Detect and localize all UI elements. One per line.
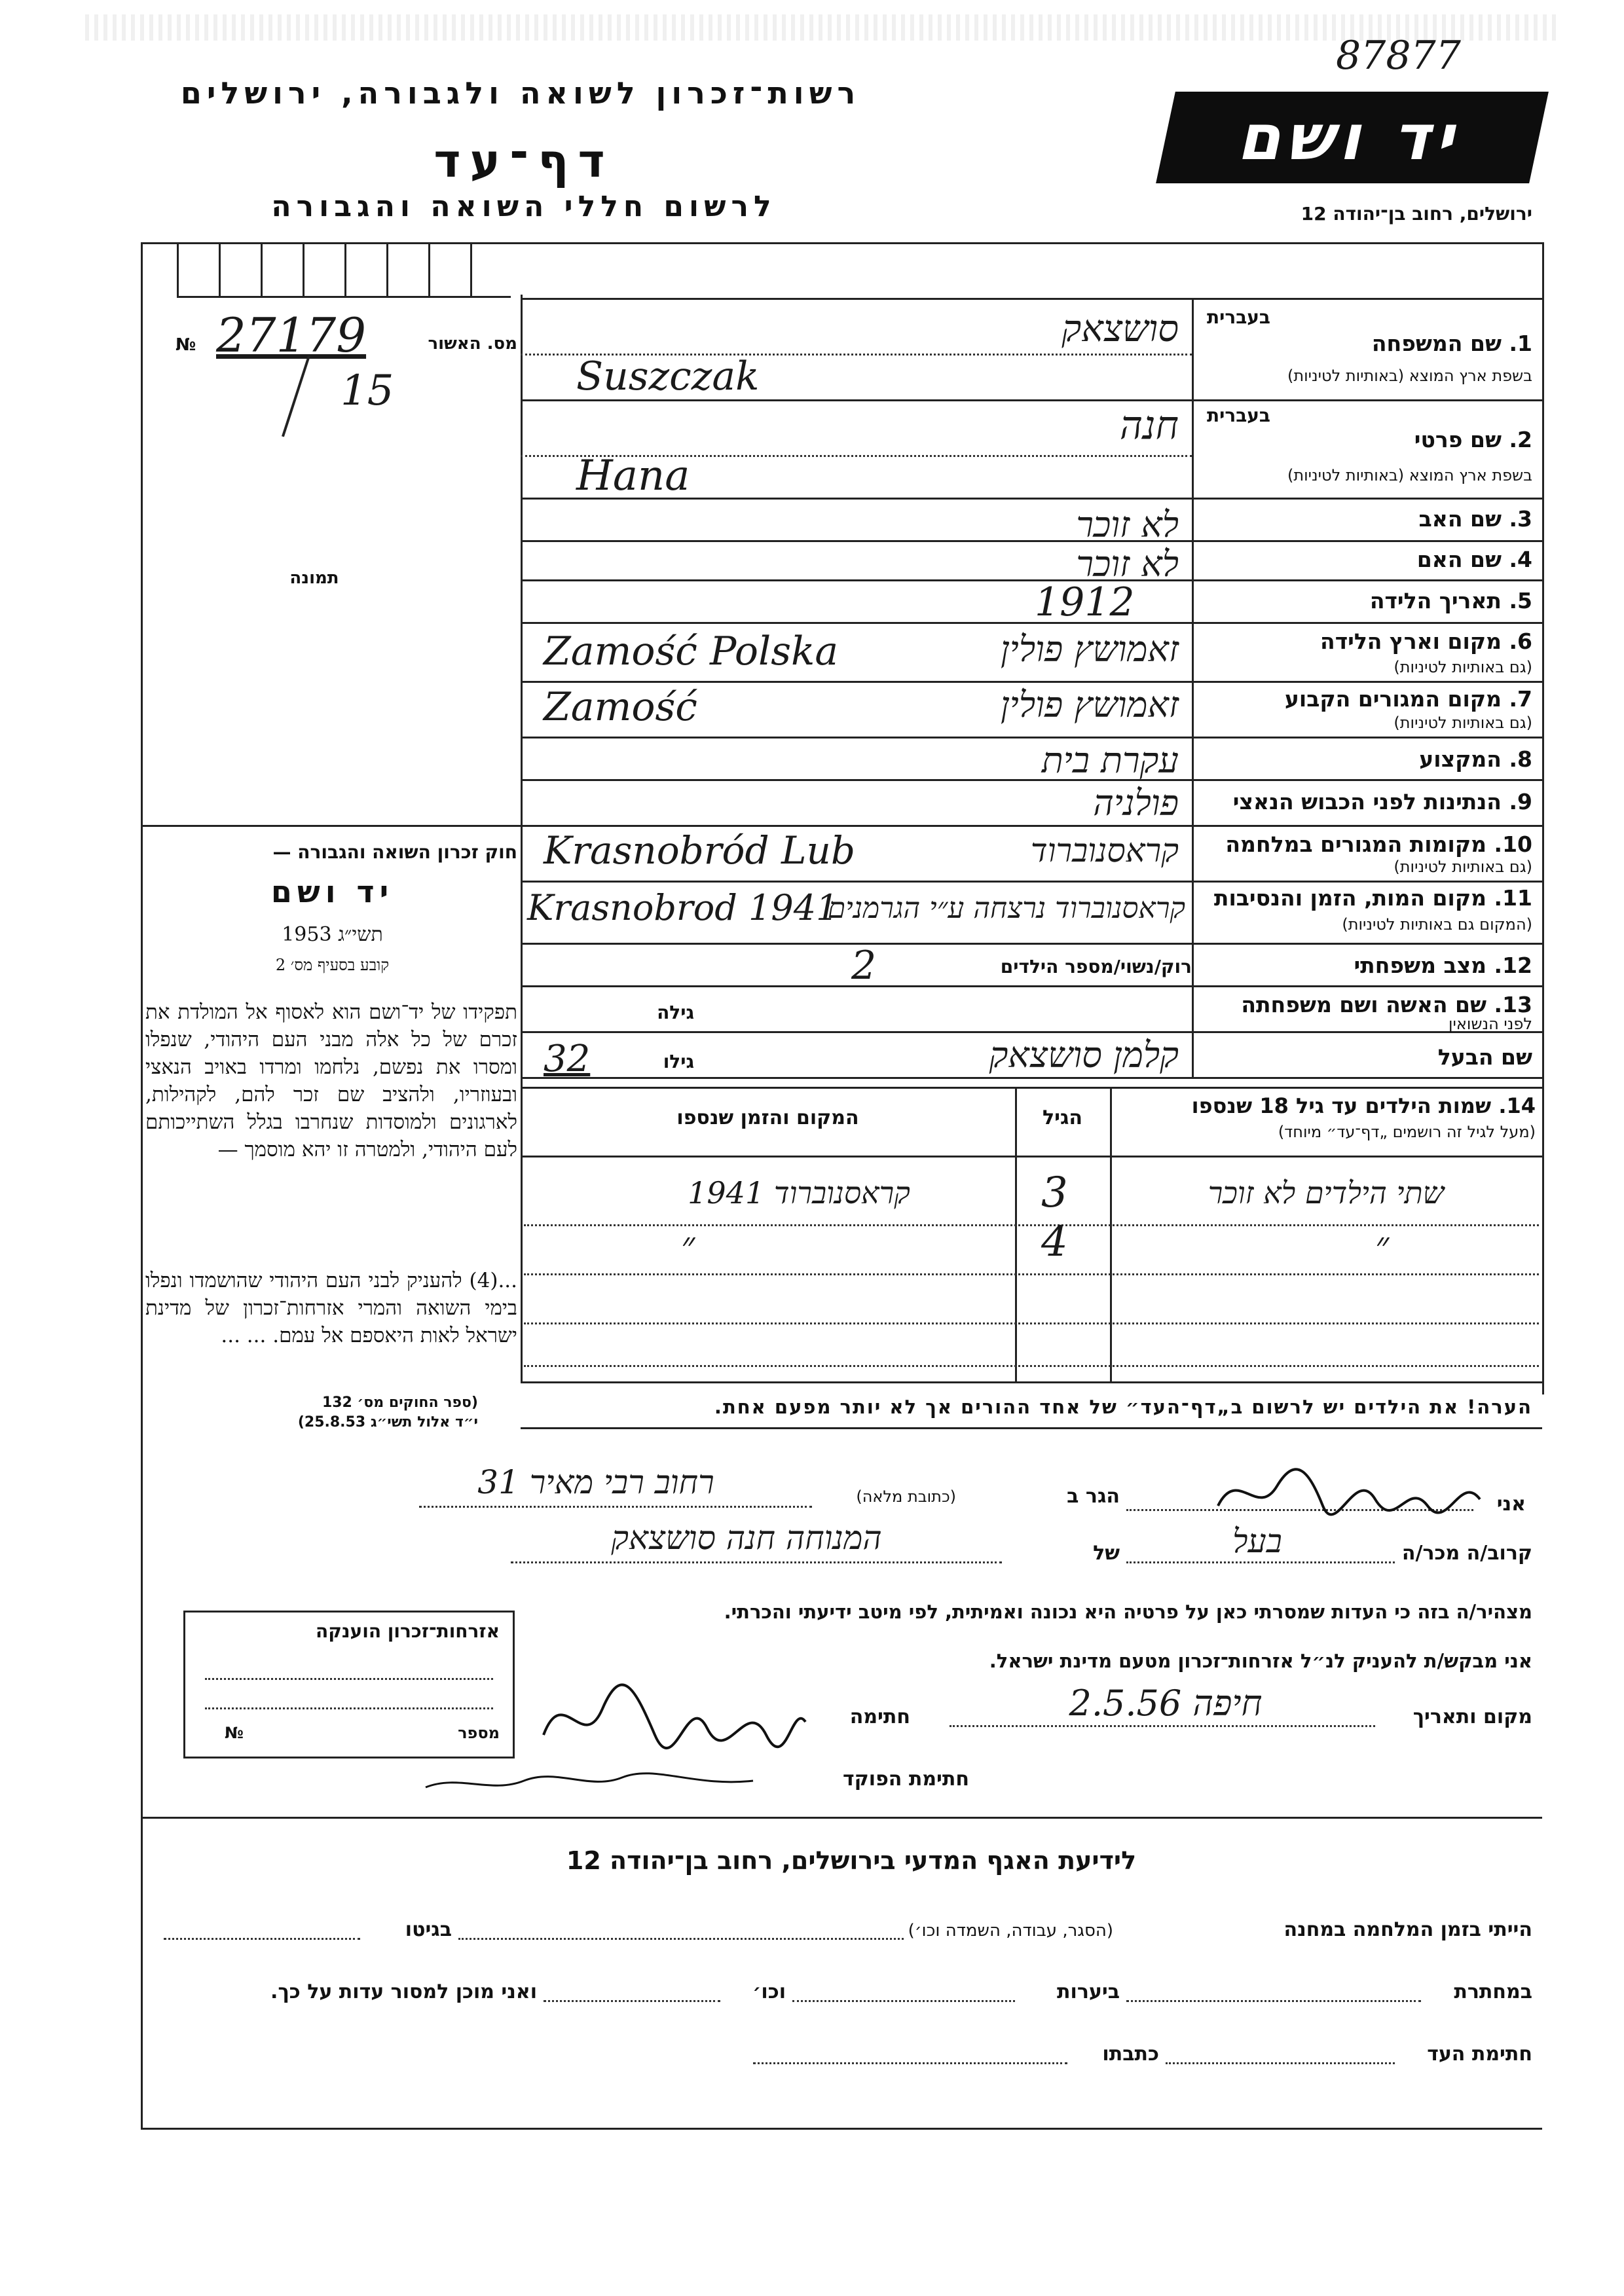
field-11-label: [1205, 885, 1532, 911]
children-title-text: שמות הילדים עד גיל 18 שנספו: [1191, 1093, 1492, 1118]
info-line1-c: בגיטו: [405, 1918, 452, 1941]
decl-place-date-line: [950, 1725, 1375, 1727]
yad-vashem-logo: [1156, 92, 1549, 183]
decl-of-line: [511, 1561, 1002, 1563]
field-3-label: [1205, 506, 1532, 532]
field-2-label: [1205, 427, 1532, 452]
row-sep: [521, 825, 1542, 827]
field-10-sub: (גם באותיות לטיניות): [1393, 858, 1532, 876]
field-number: 3.: [1509, 506, 1532, 532]
children-row-line: [524, 1273, 1539, 1275]
row-sep: [521, 737, 1542, 738]
row-sep: [521, 399, 1542, 401]
row-sep: [521, 985, 1542, 987]
field-9-hand-he: פולניה: [1093, 782, 1179, 824]
decl-of: של: [1093, 1542, 1120, 1565]
field-7-hand-he: זאמושץ פולין: [1000, 684, 1179, 725]
info-line2-c: וכו׳: [752, 1980, 786, 2003]
photo-label: תמונה: [289, 568, 339, 588]
field-label-text: שם האם: [1416, 547, 1502, 572]
row-sep: [521, 943, 1542, 945]
children-row-line: [524, 1322, 1539, 1324]
field-6-sub: (גם באותיות לטיניות): [1393, 658, 1532, 676]
law-ref-2: י״ד אלול תשי״ג 25.8.53): [297, 1414, 478, 1430]
info-line2-b: ביערות: [1057, 1980, 1120, 2003]
field-6-hand-latin: Zamość Polska: [544, 629, 839, 674]
field-5-hand: 1912: [1035, 579, 1135, 625]
field-label-text: תאריך הלידה: [1369, 588, 1502, 613]
field-3-hand-he: לא זוכר: [1076, 504, 1179, 545]
children-title-sub: (מעל לגיל זה רושמים „דף־עד״ מיוחד): [1278, 1123, 1536, 1141]
decl-statement: מצהיר/ה בזה כי העדות שמסרתי כאן על פרטיה היא נכונה ואמיתית, לפי מיטב ידיעתי והכרתי.: [724, 1601, 1532, 1623]
field-2-hand-he: חנה: [1119, 403, 1179, 448]
decl-relative: קרוב/ה מכר/ה: [1401, 1542, 1532, 1565]
decl-relative-line: [1126, 1561, 1395, 1563]
info-line2-dots3: [544, 2000, 720, 2002]
field-number: 13.: [1494, 992, 1532, 1017]
field-6-hand-he: זאמושץ פולין: [1000, 629, 1179, 670]
field-11-hand-he: קראסנוברוד נרצחה ע״י הגרמנים: [827, 892, 1185, 925]
child-2-place: ״: [681, 1224, 695, 1267]
field-12-inline: רוק/נשוי/מספר הילדים: [1000, 956, 1192, 977]
info-line1-dots: [458, 1938, 904, 1940]
field-label-text: מקום וארץ הלידה: [1320, 629, 1502, 654]
header-address: ירושלים, רחוב בן־יהודה 12: [1301, 203, 1532, 225]
field-label-text: שם האב: [1418, 506, 1502, 532]
field-label-text: מקום המגורים הקבוע: [1284, 686, 1502, 712]
note-bottom: [521, 1427, 1542, 1429]
cert-no-sign: №: [175, 335, 196, 355]
children-col-place: המקום והזמן שנספו: [676, 1106, 859, 1129]
law-ref: (ספר החוקים מס׳ 132: [322, 1394, 478, 1411]
cert-label: מס. האשור: [428, 334, 517, 354]
children-row-line: [524, 1365, 1539, 1367]
label-col-divider: [1192, 298, 1194, 1077]
field-2-hand-latin: Hana: [576, 452, 690, 500]
frame-right: [1542, 242, 1544, 1394]
field-number: 8.: [1509, 746, 1532, 772]
cert-slash: [282, 355, 310, 437]
citizenship-line: [205, 1707, 493, 1709]
authority-line: רשות־זכרון לשואה ולגבורה, ירושלים: [180, 75, 861, 111]
citizenship-no-label: מספר: [458, 1724, 500, 1742]
field-10-label: [1205, 831, 1532, 857]
child-1-place: קראסנוברוד 1941: [688, 1175, 910, 1211]
children-col-age: הגיל: [1043, 1106, 1082, 1129]
info-line2-dots: [1126, 2000, 1421, 2002]
field-number: 4.: [1509, 547, 1532, 572]
signature-scribble-3: [419, 1761, 760, 1800]
ruler-bottom: [177, 296, 511, 298]
field-number: 5.: [1509, 588, 1532, 613]
field-12-label: [1205, 953, 1532, 978]
husband-age-label: גילו: [663, 1051, 694, 1072]
field-6-label: [1205, 629, 1532, 654]
field-10-hand-latin: Krasnobród Lub: [544, 828, 856, 873]
law-name: יד ושם: [270, 874, 394, 909]
law-title: חוק זכרון השואה והגבורה —: [272, 841, 517, 863]
husband-age: 32: [544, 1038, 591, 1080]
frame-left: [141, 242, 143, 2128]
field-5-label: [1205, 588, 1532, 613]
frame-bottom: [141, 2128, 1542, 2130]
husband-name: קלמן סושצאק: [989, 1034, 1179, 1076]
field-number: 6.: [1509, 629, 1532, 654]
citizenship-box: [183, 1611, 515, 1758]
decl-officer-sig: חתימת הפוקד: [843, 1768, 969, 1791]
field-number: 7.: [1509, 686, 1532, 712]
children-title: [1116, 1093, 1536, 1118]
info-line3-a: חתימת העד: [1427, 2043, 1532, 2066]
children-top: [521, 1087, 1542, 1089]
field-13-label: [1205, 992, 1532, 1017]
field-9-label: [1205, 789, 1532, 814]
law-clause: קובע בסעיף מס׳ 2: [275, 956, 390, 974]
decl-hand-place-date: חיפה 2.5.56: [1069, 1683, 1263, 1724]
decl-address-line: [419, 1506, 812, 1508]
row-sep: [521, 881, 1542, 883]
row-sep: [521, 681, 1542, 683]
field-number: 11.: [1494, 885, 1532, 911]
children-col-age-left: [1015, 1087, 1017, 1381]
field-1-sub: בשפת ארץ המוצא (באותיות לטיניות): [1287, 367, 1532, 385]
decl-full-address: (כתובת מלאה): [856, 1487, 956, 1506]
decl-hand-address: רחוב רבי מאיר 31: [477, 1463, 714, 1501]
decl-resident: הגר ב: [1067, 1485, 1120, 1508]
info-line3-dots: [1166, 2062, 1395, 2064]
children-col-age-right: [1110, 1087, 1112, 1381]
child-2-name: ״: [1375, 1224, 1390, 1267]
archive-number: 87877: [1336, 33, 1461, 79]
field-11-sub: (המקום גם באותיות לטיניות): [1342, 915, 1532, 934]
field-7-label: [1205, 686, 1532, 712]
citizenship-title: אזרחות־זכרון הוענקה: [316, 1620, 500, 1642]
info-title: לידיעת האגף המדעי בירושלים, רחוב בן־יהודה 12: [566, 1846, 1137, 1875]
decl-place-date: מקום ותאריך: [1412, 1705, 1532, 1728]
field-2-sub: בשפת ארץ המוצא (באותיות לטיניות): [1287, 466, 1532, 484]
field-label-text: שם המשפחה: [1371, 331, 1502, 356]
cert-sub: 15: [341, 367, 394, 415]
logo-text: יד ושם: [1233, 101, 1471, 174]
note-text: הערה! את הילדים יש לרשום ב„דף־העד״ של אחד ההורים אך לא יותר מפעם אחת.: [714, 1396, 1532, 1418]
info-line3-dots2: [753, 2062, 1067, 2064]
law-body: תפקידו של יד־ושם הוא לאסוף אל המולדת את זכרם של כל אלה מבני העם היהודי, שנפלו ומסרו את נפשם, נלחמו ומרדו באויב הנאצי ובעוזריו, ולהציב שם זכר להם, לקהילות, לארגונים ולמוסדות שנחרבו בגלל השתייכותם לעם היהודי, ולמטרה זו יהא מוסמך —: [145, 1000, 517, 1161]
husband-label: שם הבעל: [1437, 1044, 1532, 1070]
info-line1-b: (הסגר, עבודה, השמדה וכו׳): [908, 1921, 1113, 1941]
law-body-2: ...(4) להעניק לבני העם היהודי שהושמדו ונפלו בימי השואה והמרי אזרחות־זכרון של מדינת ישראל לאות היאספם אל עמם. ... ...: [145, 1269, 517, 1347]
decl-hand-rel: בעל: [1232, 1522, 1282, 1560]
field-number: 12.: [1494, 953, 1532, 978]
field-label-text: שם פרטי: [1414, 427, 1502, 452]
left-col-divider: [521, 295, 523, 1381]
row-sep: [521, 622, 1542, 624]
field-label-text: המקצוע: [1419, 746, 1502, 772]
field-number: 9.: [1509, 789, 1532, 814]
form-name: דף־עד: [434, 134, 614, 188]
field-7-sub: (גם באותיות לטיניות): [1393, 714, 1532, 732]
decl-request: אני מבקש/ת להעניק לנ״ל אזרחות־זכרון מטעם מדינת ישראל.: [989, 1650, 1532, 1672]
children-header-bottom: [521, 1156, 1542, 1157]
info-top: [141, 1817, 1542, 1819]
citizenship-line: [205, 1678, 493, 1680]
law-top: [141, 825, 521, 827]
field-4-hand-he: לא זוכר: [1076, 543, 1179, 585]
child-1-name: שתי הילדים לא זוכר: [1208, 1175, 1445, 1211]
child-2-age: 4: [1041, 1218, 1068, 1266]
field-1-heb-tag: בעברית: [1206, 306, 1270, 328]
field-1-hand-latin: Suszczak: [576, 354, 760, 399]
field-label-text: מקומות המגורים במלחמה: [1225, 831, 1487, 857]
field-label-text: הנתינות לפני הכבוש הנאצי: [1232, 789, 1502, 814]
law-year: תשי״ג 1953: [282, 923, 383, 946]
field-8-hand-he: עקרת בית: [1041, 740, 1179, 781]
info-line3-b: כתבתו: [1102, 2043, 1159, 2066]
info-line2-d: ואני מוכן למסור עדות על כך.: [270, 1980, 537, 2003]
decl-hand-of: המנוחה חנה סושצאק: [611, 1519, 882, 1557]
field-12-hand: 2: [851, 943, 877, 989]
field-7-hand-latin: Zamość: [544, 684, 697, 730]
field-number: 10.: [1494, 831, 1532, 857]
info-line2-dots2: [792, 2000, 1015, 2002]
field-13-age-label: גילה: [657, 1002, 694, 1023]
signature-scribble-2: [537, 1676, 812, 1761]
field-label-text: מקום המות, הזמן והנסיבות: [1213, 885, 1487, 911]
row-sep: [521, 1077, 1542, 1079]
ruler-ticks: [177, 244, 511, 296]
field-label-text: מצב משפחתי: [1354, 953, 1487, 978]
note-top: [521, 1381, 1542, 1383]
field-2-heb-tag: בעברית: [1206, 405, 1270, 426]
info-line2-a: במחתרת: [1454, 1980, 1532, 2003]
decl-i-label: אני: [1496, 1493, 1526, 1516]
field-4-label: [1205, 547, 1532, 572]
form-purpose: לרשום חללי השואה והגבורה: [271, 190, 777, 223]
field-1-hand-he: סושצאק: [1061, 308, 1179, 350]
field-number: 1.: [1509, 331, 1532, 356]
children-number: 14.: [1498, 1093, 1536, 1118]
field-10-hand-he: קראסנוברוד: [1030, 831, 1179, 869]
field-1-label: [1205, 331, 1532, 356]
field-label-text: שם האשה ושם משפחתה: [1241, 992, 1487, 1017]
field-number: 2.: [1509, 427, 1532, 452]
child-1-age: 3: [1041, 1169, 1068, 1217]
info-line1-a: הייתי בזמן המלחמה במחנה: [1283, 1918, 1532, 1941]
decl-signature-label: חתימה: [849, 1705, 910, 1728]
citizenship-no: №: [225, 1724, 244, 1742]
field-11-hand-latin: Krasnobrod 1941: [527, 887, 839, 928]
info-line1-dots2: [164, 1938, 360, 1940]
field-13-sub: לפני הנשואין: [1448, 1015, 1532, 1033]
cert-number: 27179: [216, 308, 367, 363]
row-sep: [521, 298, 1542, 300]
field-8-label: [1205, 746, 1532, 772]
signature-scribble: [1211, 1460, 1486, 1525]
